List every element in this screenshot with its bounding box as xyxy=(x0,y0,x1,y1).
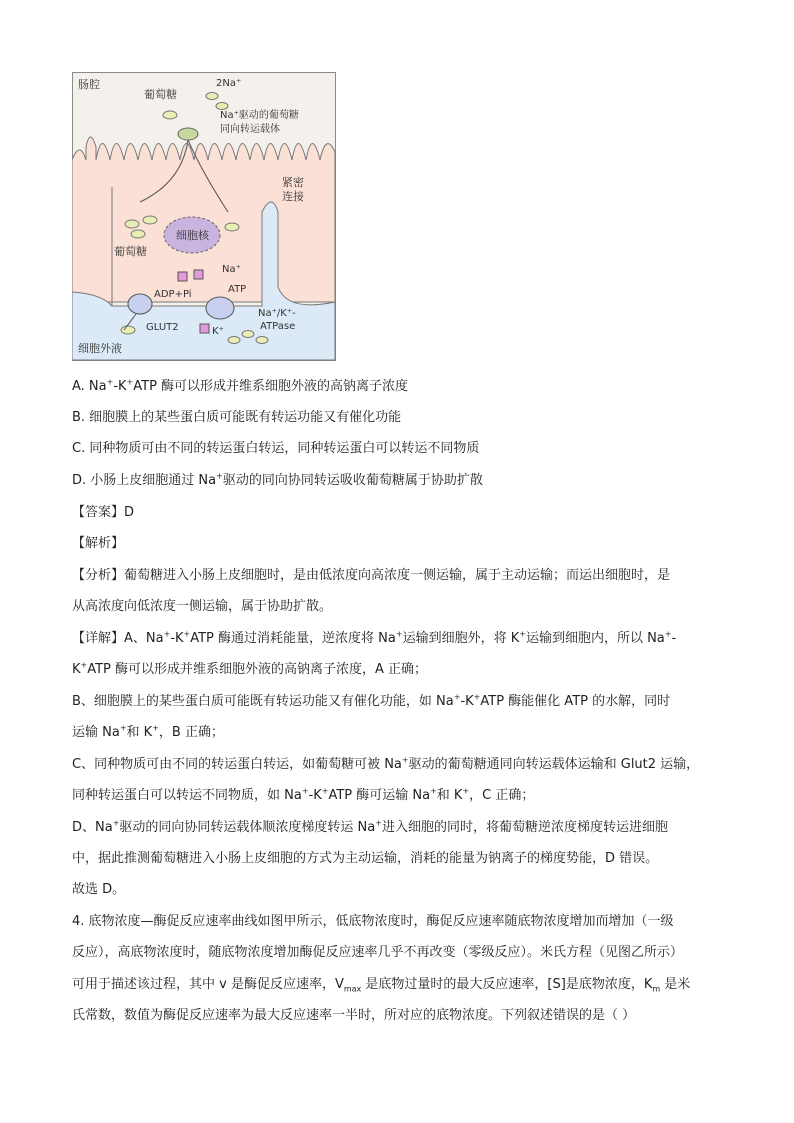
glucose-left-label: 葡萄糖 xyxy=(114,245,147,258)
lumen-label: 肠腔 xyxy=(78,78,100,91)
sodium-icon xyxy=(206,93,218,100)
question-4-line-4: 氏常数，数值为酶促反应速率为最大反应速率一半时，所对应的底物浓度。下列叙述错误的是（ ） xyxy=(72,1008,636,1023)
glucose-icon xyxy=(121,326,135,334)
nucleus-label: 细胞核 xyxy=(176,229,209,242)
transporter-label: Na⁺驱动的葡萄糖 xyxy=(220,110,299,121)
na-bottom-label: Na⁺ xyxy=(222,264,241,275)
explanation-title: 【解析】 xyxy=(72,536,125,551)
detail-a-1: 【详解】A、Na+-K+ATP 酶通过消耗能量，逆浓度将 Na+运输到细胞外，将 K+运输到细胞内，所以 Na+- xyxy=(72,629,677,646)
option-d: D. 小肠上皮细胞通过 Na+驱动的同向协同转运吸收葡萄糖属于协助扩散 xyxy=(72,471,483,488)
glut2-label: GLUT2 xyxy=(146,322,179,333)
analysis-line-2: 从高浓度向低浓度一侧运输，属于协助扩散。 xyxy=(72,599,333,614)
pump-label-2: ATPase xyxy=(260,321,296,332)
detail-a-2: K+ATP 酶可以形成并维系细胞外液的高钠离子浓度，A 正确； xyxy=(72,660,428,677)
potassium-icon xyxy=(194,270,203,279)
potassium-icon xyxy=(178,272,187,281)
option-b: B. 细胞膜上的某些蛋白质可能既有转运功能又有催化功能 xyxy=(72,410,402,425)
transporter-label-2: 同向转运载体 xyxy=(220,124,280,135)
option-a: A. Na+-K+ATP 酶可以形成并维系细胞外液的高钠离子浓度 xyxy=(72,377,409,394)
atp-label: ATP xyxy=(228,284,247,295)
sodium-icon xyxy=(228,337,240,344)
pump-label: Na⁺/K⁺- xyxy=(258,308,296,319)
sodium-icon xyxy=(216,103,228,110)
symporter-icon xyxy=(178,128,198,140)
k-label: K⁺ xyxy=(212,326,224,337)
detail-b-1: B、细胞膜上的某些蛋白质可能既有转运功能又有催化功能，如 Na+-K+ATP 酶能催化 ATP 的水解，同时 xyxy=(72,692,671,709)
detail-c-1: C、同种物质可由不同的转运蛋白转运，如葡萄糖可被 Na+驱动的葡萄糖通同向转运载体运输和 Glut2 运输， xyxy=(72,755,700,772)
detail-b-2: 运输 Na+和 K+，B 正确； xyxy=(72,723,224,740)
adp-label: ADP+Pi xyxy=(154,289,192,300)
glucose-icon xyxy=(143,216,157,224)
cell-transport-diagram xyxy=(72,72,336,361)
detail-d-1: D、Na+驱动的同向协同转运载体顺浓度梯度转运 Na+进入细胞的同时，将葡萄糖逆浓度梯度转运进细胞 xyxy=(72,818,668,835)
glucose-icon xyxy=(163,111,177,119)
na-k-pump-icon xyxy=(206,297,234,319)
detail-d-3: 故选 D。 xyxy=(72,882,126,897)
tight-junction-label-2: 连接 xyxy=(282,190,304,203)
question-4-line-2: 反应），高底物浓度时，随底物浓度增加酶促反应速率几乎不再改变（零级反应）。米氏方程（见图乙所示） xyxy=(72,945,684,960)
na-top-label: 2Na⁺ xyxy=(216,78,242,89)
extracellular-label: 细胞外液 xyxy=(78,342,122,355)
answer: 【答案】D xyxy=(72,505,135,520)
detail-c-2: 同种转运蛋白可以转运不同物质，如 Na+-K+ATP 酶可运输 Na+和 K+，C 正确； xyxy=(72,786,535,803)
tight-junction-label: 紧密 xyxy=(282,176,304,189)
glucose-icon xyxy=(225,223,239,231)
glucose-icon xyxy=(125,220,139,228)
question-4-line-3: 可用于描述该过程，其中 v 是酶促反应速率，$V_{max}$ 是底物过量时的最大反应速率，[S]是底物浓度，$K_m$ 是米 xyxy=(72,977,691,994)
potassium-icon xyxy=(200,324,209,333)
detail-d-2: 中，据此推测葡萄糖进入小肠上皮细胞的方式为主动运输，消耗的能量为钠离子的梯度势能，D 错误。 xyxy=(72,851,659,866)
sodium-icon xyxy=(242,331,254,338)
option-c: C. 同种物质可由不同的转运蛋白转运，同种转运蛋白可以转运不同物质 xyxy=(72,441,480,456)
glucose-top-label: 葡萄糖 xyxy=(144,88,177,101)
sodium-icon xyxy=(256,337,268,344)
analysis-line-1: 【分析】葡萄糖进入小肠上皮细胞时，是由低浓度向高浓度一侧运输，属于主动运输；而运出细胞时，是 xyxy=(72,568,671,583)
question-4-line-1: 4. 底物浓度—酶促反应速率曲线如图甲所示，低底物浓度时，酶促反应速率随底物浓度增加而增加（一级 xyxy=(72,914,674,929)
glut2-icon xyxy=(128,294,152,314)
glucose-icon xyxy=(131,230,145,238)
